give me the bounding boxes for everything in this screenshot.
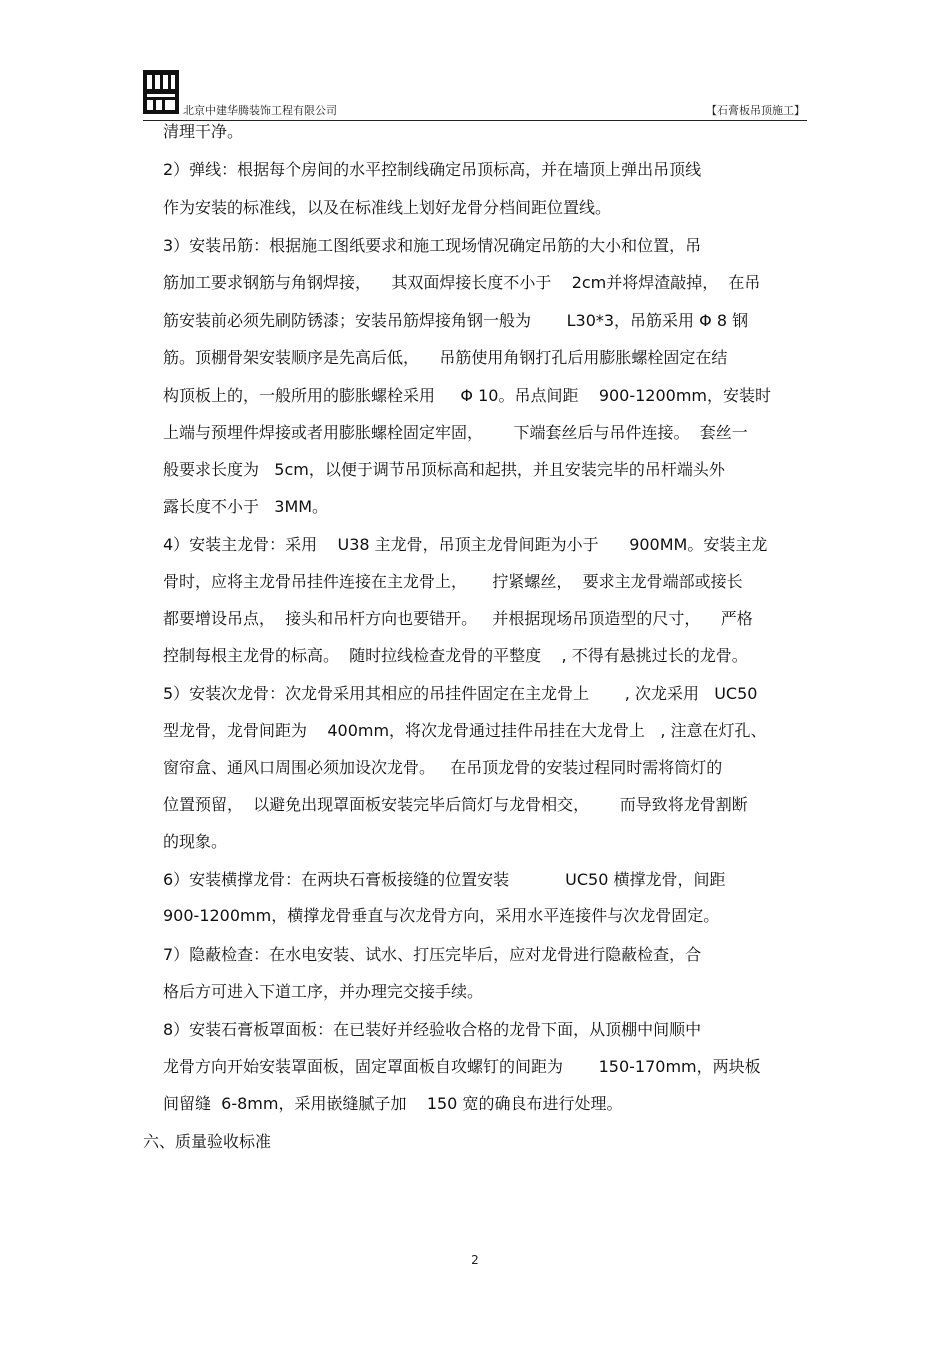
company-name: 北京中建华腾装饰工程有限公司 (183, 104, 337, 117)
text-line: 骨时，应将主龙骨吊挂件连接在主龙骨上， 拧紧螺丝， 要求主龙骨端部或接长 (163, 572, 743, 591)
text-line: 型龙骨，龙骨间距为 400mm，将次龙骨通过挂件吊挂在大龙骨上 , 注意在灯孔、 (163, 721, 767, 740)
text-line: 格后方可进入下道工序，并办理完交接手续。 (163, 982, 484, 1001)
text-line: 作为安装的标准线，以及在标准线上划好龙骨分档间距位置线。 (163, 198, 612, 217)
text-line: 控制每根主龙骨的标高。 随时拉线检查龙骨的平整度 , 不得有悬挑过长的龙骨。 (163, 646, 748, 665)
text-line: 8）安装石膏板罩面板：在已装好并经验收合格的龙骨下面，从顶棚中间顺中 (163, 1020, 702, 1039)
text-line: 露长度不小于 3MM。 (163, 497, 329, 516)
header-divider (143, 120, 807, 121)
section-heading: 六、质量验收标准 (143, 1132, 272, 1151)
cscec-logo-icon (143, 70, 179, 114)
text-line: 4）安装主龙骨：采用 U38 主龙骨，吊顶主龙骨间距为小于 900MM。安装主龙 (163, 535, 768, 554)
text-line: 的现象。 (163, 832, 228, 851)
text-line: 构顶板上的，一般所用的膨胀螺栓采用 Φ 10。吊点间距 900-1200mm，安装时 (163, 386, 772, 405)
text-line: 清理干净。 (163, 122, 244, 141)
text-line: 900-1200mm，横撑龙骨垂直与次龙骨方向，采用水平连接件与次龙骨固定。 (163, 906, 720, 925)
text-line: 筋加工要求钢筋与角钢焊接， 其双面焊接长度不小于 2cm并将焊渣敲掉， 在吊 (163, 273, 761, 292)
text-line: 间留缝 6-8mm，采用嵌缝腻子加 150 宽的确良布进行处理。 (163, 1094, 623, 1113)
text-line: 3）安装吊筋：根据施工图纸要求和施工现场情况确定吊筋的大小和位置，吊 (163, 236, 702, 255)
text-line: 2）弹线：根据每个房间的水平控制线确定吊顶标高，并在墙顶上弹出吊顶线 (163, 160, 702, 179)
text-line: 筋。顶棚骨架安装顺序是先高后低， 吊筋使用角钢打孔后用膨胀螺栓固定在结 (163, 348, 728, 367)
text-line: 都要增设吊点， 接头和吊杆方向也要错开。 并根据现场吊顶造型的尺寸， 严格 (163, 609, 753, 628)
text-line: 5）安装次龙骨：次龙骨采用其相应的吊挂件固定在主龙骨上 , 次龙采用 UC50 (163, 684, 758, 703)
text-line: 上端与预埋件焊接或者用膨胀螺栓固定牢固， 下端套丝后与吊件连接。 套丝一 (163, 423, 748, 442)
text-line: 般要求长度为 5cm，以便于调节吊顶标高和起拱，并且安装完毕的吊杆端头外 (163, 460, 725, 479)
page-header (143, 70, 807, 122)
text-line: 筋安装前必须先刷防锈漆；安装吊筋焊接角钢一般为 L30*3，吊筋采用 Φ 8 钢 (163, 311, 749, 330)
text-line: 6）安装横撑龙骨：在两块石膏板接缝的位置安装 UC50 横撑龙骨，间距 (163, 870, 726, 889)
text-line: 位置预留， 以避免出现罩面板安装完毕后筒灯与龙骨相交， 而导致将龙骨割断 (163, 795, 748, 814)
page-number: 2 (471, 1253, 479, 1267)
document-section-tag: 【石膏板吊顶施工】 (706, 104, 805, 117)
text-line: 7）隐蔽检查：在水电安装、试水、打压完毕后，应对龙骨进行隐蔽检查，合 (163, 945, 702, 964)
text-line: 窗帘盒、通风口周围必须加设次龙骨。 在吊顶龙骨的安装过程同时需将筒灯的 (163, 758, 723, 777)
text-line: 龙骨方向开始安装罩面板，固定罩面板自攻螺钉的间距为 150-170mm，两块板 (163, 1057, 761, 1076)
